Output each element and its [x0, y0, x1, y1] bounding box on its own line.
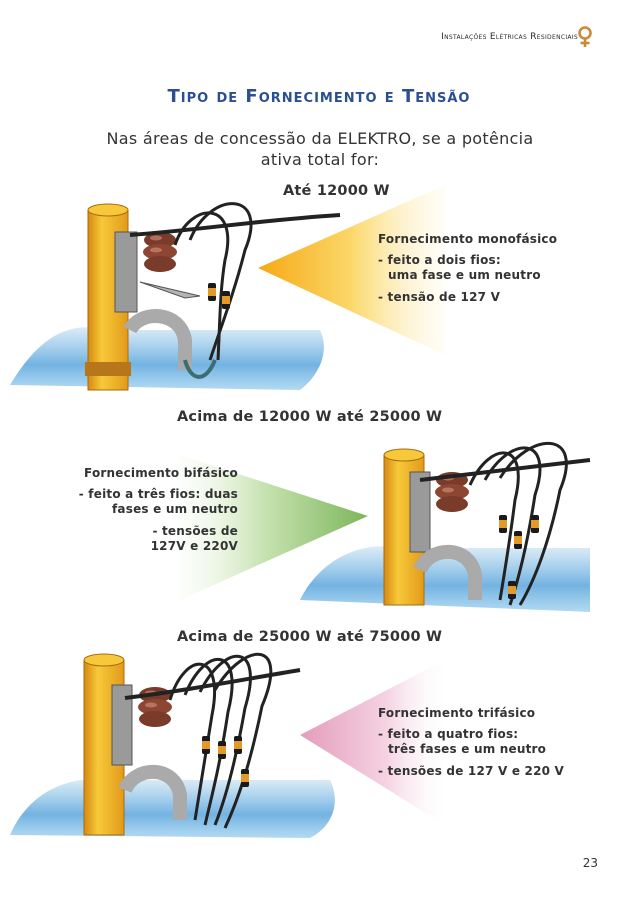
- section-2-line-1: - feito a três fios: duas: [78, 487, 238, 501]
- section-1-line-1: - feito a dois fios:: [378, 253, 501, 267]
- section-1-line-2: uma fase e um neutro: [388, 268, 541, 282]
- section-3-heading: Acima de 25000 W até 75000 W: [177, 629, 443, 645]
- section-2-line-4: 127V e 220V: [150, 539, 238, 553]
- section-2-supply: Fornecimento bifásico: [84, 466, 238, 480]
- page-title: Tipo de Fornecimento e Tensão: [167, 86, 471, 107]
- section-3-supply: Fornecimento trifásico: [378, 706, 536, 720]
- section-3-line-1: - feito a quatro fios:: [378, 727, 519, 741]
- section-2-line-3: - tensões de: [152, 524, 238, 538]
- section-3-box: [378, 706, 564, 779]
- section-1-line-3: - tensão de 127 V: [378, 290, 501, 304]
- intro-text: Nas áreas de concessão da ELEKTRO, se a potência ativa total for:: [106, 129, 534, 169]
- section-2-box: [79, 466, 238, 554]
- page-number: 23: [582, 856, 598, 870]
- section-3-line-3: - tensões de 127 V e 220 V: [378, 764, 565, 778]
- section-1-heading: Até 12000 W: [283, 183, 390, 199]
- pole-illustration-2: [180, 443, 590, 612]
- section-1-supply: Fornecimento monofásico: [378, 232, 558, 246]
- section-3-line-2: três fases e um neutro: [388, 742, 547, 756]
- section-2-heading: Acima de 12000 W até 25000 W: [177, 409, 443, 425]
- section-1-box: [378, 232, 557, 305]
- running-head: Instalações Elétricas Residenciais: [441, 32, 578, 42]
- section-2-line-2: fases e um neutro: [112, 502, 238, 516]
